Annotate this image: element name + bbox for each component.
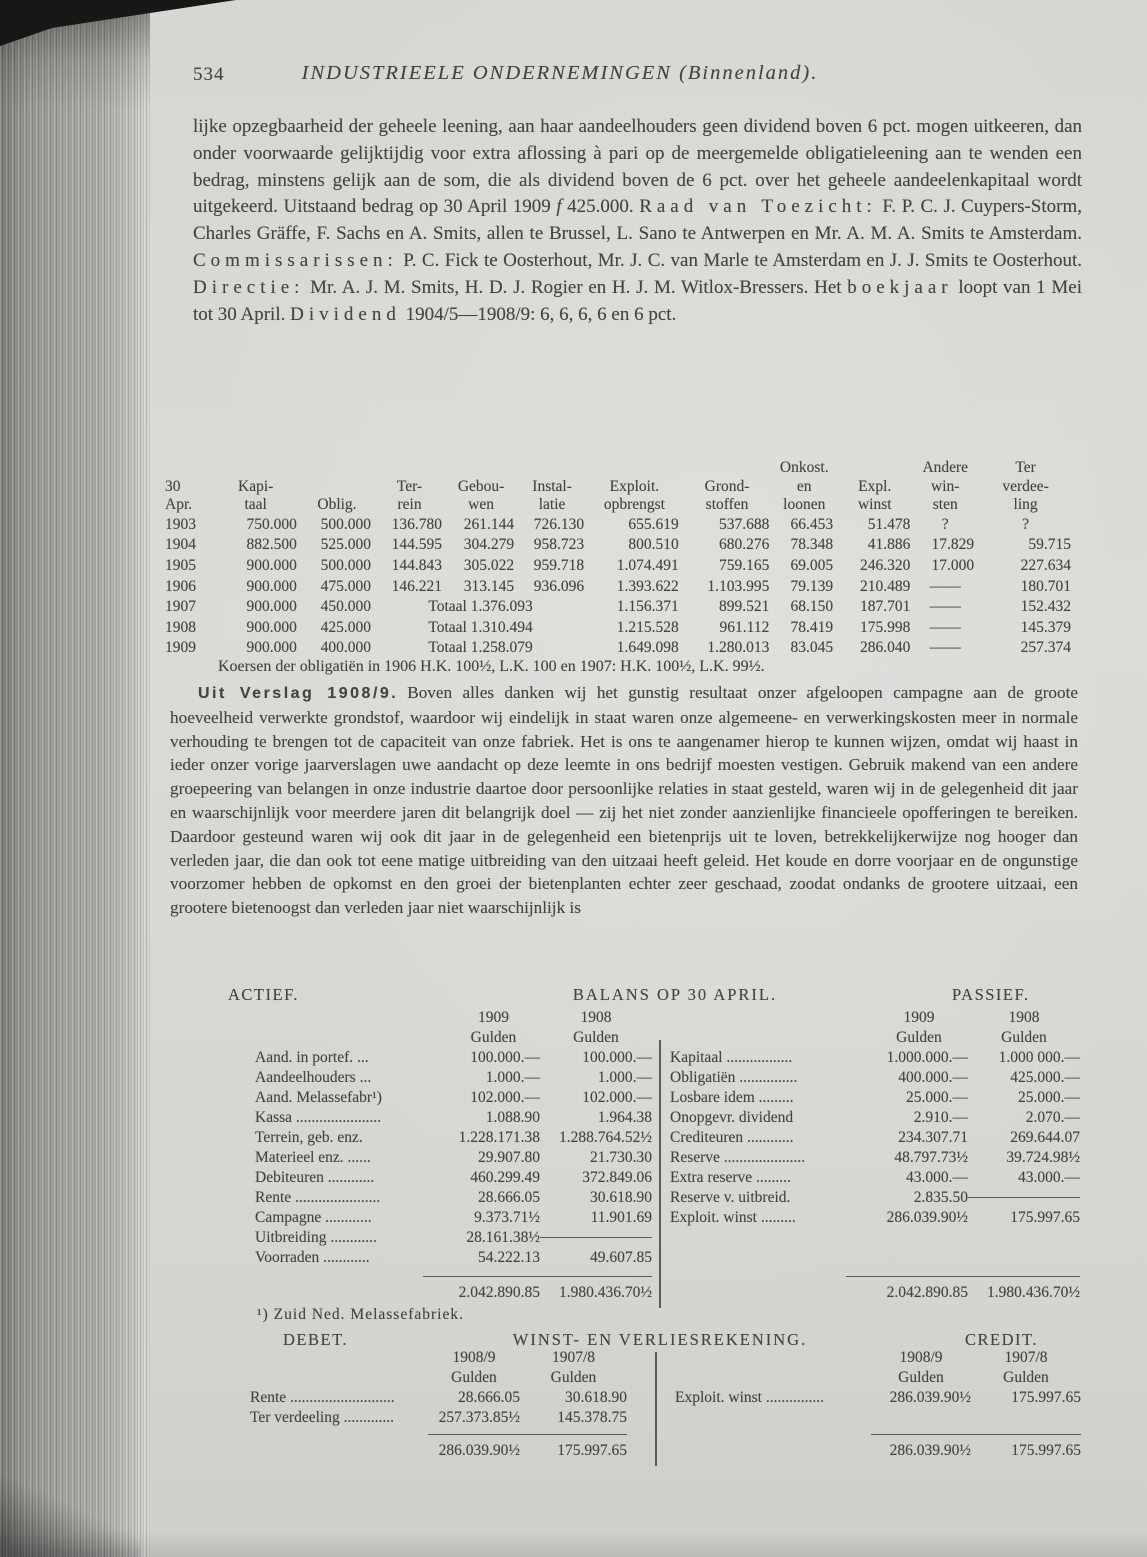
year-cell: 1907: [165, 598, 196, 616]
intro-text: Mr. A. J. M. Smits, H. D. J. Rogier en H. J. M. Witlox-Bressers. Het: [304, 276, 848, 298]
account-label: Losbare idem .........: [670, 1089, 794, 1106]
scan-shadow-bottom: [0, 1531, 1147, 1557]
account-label: Crediteuren ............: [670, 1129, 794, 1146]
year-1909-label: 1909: [478, 1009, 509, 1026]
table-cell: 79.139: [790, 577, 834, 595]
amount-1908-9: 286.039.90½: [889, 1389, 971, 1406]
total-1908: 1.980.436.70½: [987, 1284, 1080, 1301]
passief-row: [670, 1088, 1080, 1108]
passief-row: [670, 1148, 1080, 1168]
verslag-paragraph: [170, 681, 1078, 920]
table-cell: ?: [1022, 515, 1030, 533]
year-1908-label: 1908: [1008, 1009, 1040, 1026]
table-cell: 1.156.371: [616, 598, 679, 616]
amount-1908: 425.000.—: [1010, 1069, 1080, 1086]
table-cell: 175.998: [859, 618, 911, 636]
raad-van-toezicht-heading: Raad van Toezicht:: [639, 196, 877, 218]
col-head: en: [796, 477, 812, 495]
amount-1908: 49.607.85: [590, 1249, 652, 1266]
dash-cell: ——: [929, 618, 961, 636]
account-label: Aand. in portef. ...: [255, 1049, 369, 1066]
amount-1908: 11.901.69: [590, 1209, 652, 1226]
verslag-text: Boven alles danken wij het gunstig resultaat onzer afgeloopen campagne aan de groote hoeveelheid verwerkte grondstof, waardoor wij eindelijk in staat waren onze algemeene- en verwerkingskosten meer in normale verhouding te brengen tot de capaciteit van onze fabriek. Het is ons te aangenamer hierop te kunnen wijzen, omdat wij haast in ieder onzer vorige jaarverslagen uwe aandacht op deze leemte in ons bedrijf moesten vestigen. Gebruik makend van een andere groepeering van belangen in onze industrie daartoe door persoonlijke relaties in staat gesteld, waren wij in de gelegenheid dit jaar en waarschijnlijk voor meerdere jaren dit belangrijk doel — zij het niet zonder aanzienlijke financieele opofferingen te bereiken. Daardoor gesteund waren wij ook dit jaar in de gelegenheid een bietenprijs uit te loven, betrekkelijkerwijze nog hooger dan verleden jaar, die dan ook tot eene matige uitbreiding van den uitzaai heeft geleid. Het koude en dorre voorjaar en de ongunstige voorzomer hebben de opkomst en den groei der bietenplanten echter zeer geschaad, zoodat ondanks de grootere uitzaai, een grootere bietenoogst dan verleden jaar niet waarschijnlijk is: [170, 683, 1079, 918]
account-label: Voorraden ............: [255, 1249, 370, 1266]
amount-1909: 1.000.000.—: [886, 1049, 968, 1066]
table-cell: 900.000: [246, 639, 297, 657]
spacer: [675, 1368, 871, 1388]
amount-1908: 1.964.38: [597, 1109, 652, 1126]
table-cell: 152.432: [1020, 598, 1071, 616]
blank-ruled-cell: [540, 1228, 652, 1248]
amount-1909: 1.000.—: [485, 1069, 540, 1086]
table-cell: 537.688: [718, 515, 770, 533]
total-1908-9: 286.039.90½: [438, 1442, 520, 1459]
melassefabriek-footnote: ¹) Zuid Ned. Melassefabriek.: [257, 1306, 464, 1323]
table-cell: 900.000: [246, 598, 297, 616]
passief-label: PASSIEF.: [952, 985, 1030, 1004]
amount-1909: 1.228.171.38: [458, 1129, 540, 1146]
col-head: Instal-: [532, 477, 572, 495]
table-cell: 78.419: [790, 618, 834, 636]
table-cell: 750.000: [246, 515, 297, 533]
table-cell: 83.045: [790, 639, 834, 657]
total-1909: 2.042.890.85: [458, 1284, 540, 1301]
year-header-row: [255, 1008, 652, 1028]
table-cell: 959.718: [533, 556, 585, 574]
passief-row: [670, 1128, 1080, 1148]
account-label: Reserve v. uitbreid.: [670, 1189, 791, 1206]
currency-label: Gulden: [1003, 1369, 1049, 1386]
table-cell: 145.379: [1020, 618, 1071, 636]
account-label: Rente ......................: [255, 1189, 381, 1206]
actief-row: [255, 1048, 652, 1068]
year-1908-9-label: 1908/9: [899, 1349, 943, 1366]
amount-1908-9: 28.666.05: [458, 1389, 520, 1406]
table-row-1909: [162, 638, 1074, 659]
intro-text: 1904/5—1908/9: 6, 6, 6, 6 en 6 pct.: [400, 303, 677, 325]
amount-1909: 28.161.38½: [466, 1229, 540, 1246]
intro-paragraph: [193, 114, 1082, 328]
total-1907-8: 175.997.65: [1011, 1442, 1081, 1459]
col-head: wen: [468, 496, 494, 514]
spacer: [255, 1028, 447, 1048]
amount-1908: 1.288.764.52½: [559, 1129, 652, 1146]
table-cell: 257.374: [1020, 639, 1071, 657]
spacer: [250, 1368, 428, 1388]
col-group-onkost: Onkost.: [779, 459, 829, 476]
amount-1908: 43.000.—: [1018, 1169, 1080, 1186]
table-cell: 69.005: [790, 556, 834, 574]
col-head: Expl.: [858, 477, 892, 495]
passief-row: [670, 1208, 1080, 1228]
amount-1909: 43.000.—: [906, 1169, 968, 1186]
table-cell: 305.022: [463, 556, 515, 574]
table-cell: ?: [941, 515, 949, 533]
spacer: [250, 1348, 428, 1368]
commissarissen-heading: Commissarissen:: [193, 249, 398, 271]
table-cell: 78.348: [790, 536, 834, 554]
amount-1908: 21.730.30: [590, 1149, 652, 1166]
table-cell: 500.000: [320, 515, 372, 533]
actief-row: [255, 1188, 652, 1208]
table-row-1904: [162, 535, 1074, 556]
col-head: Exploit.: [609, 477, 660, 495]
col-head: sten: [932, 496, 958, 514]
empty-cell: [836, 459, 913, 478]
amount-1909: 102.000.—: [470, 1089, 540, 1106]
dash-cell: ——: [929, 639, 961, 657]
table-cell: 51.478: [867, 515, 911, 533]
amount-1908: 100.000.—: [582, 1049, 652, 1066]
currency-label: Gulden: [1001, 1029, 1047, 1046]
table-cell: 1.280.013: [707, 639, 770, 657]
currency-header-row: [675, 1368, 1081, 1388]
actief-row: [255, 1248, 652, 1268]
table-cell: 655.619: [628, 515, 679, 533]
amount-1907-8: 30.618.90: [565, 1389, 627, 1406]
account-label: Reserve .....................: [670, 1149, 806, 1166]
table-cell: 41.886: [867, 536, 911, 554]
passief-row: [670, 1048, 1080, 1068]
amount-1908: 102.000.—: [582, 1089, 652, 1106]
account-label: Debiteuren ............: [255, 1169, 375, 1186]
amount-1908: 25.000.—: [1018, 1089, 1080, 1106]
running-header-title: INDUSTRIEELE ONDERNEMINGEN (Binnenland).: [301, 62, 819, 84]
spacer: [670, 1028, 870, 1048]
table-cell: 1.393.622: [616, 577, 679, 595]
subtotal-rule: [540, 1237, 652, 1238]
account-label: Terrein, geb. enz.: [255, 1129, 363, 1146]
table-header: [162, 459, 1074, 515]
table-cell: 1.103.995: [707, 577, 770, 595]
account-label: Ter verdeeling .............: [250, 1409, 394, 1426]
col-head: opbrengst: [603, 496, 665, 514]
total-1908-9: 286.039.90½: [889, 1442, 971, 1459]
account-label: Uitbreiding ............: [255, 1229, 377, 1246]
winst-verlies-title: WINST- EN VERLIESREKENING.: [512, 1330, 808, 1349]
table-cell: 936.096: [533, 577, 585, 595]
amount-1908: 1.000 000.—: [998, 1049, 1080, 1066]
col-head: stoffen: [705, 496, 749, 514]
col-head: taal: [244, 496, 267, 514]
year-1908-label: 1908: [580, 1009, 612, 1026]
amount-1909: 29.907.80: [478, 1149, 540, 1166]
account-label: Obligatiën ...............: [670, 1069, 798, 1086]
account-label: Aandeelhouders ...: [255, 1069, 372, 1086]
currency-label: Gulden: [451, 1369, 497, 1386]
table-row-1908: [162, 618, 1074, 639]
table-cell: 187.701: [859, 598, 911, 616]
table-cell: 17.000: [931, 556, 975, 574]
table-cell: 900.000: [246, 556, 297, 574]
year-cell: 1908: [165, 618, 196, 636]
table-cell: 800.510: [628, 536, 679, 554]
col-head: Oblig.: [317, 496, 357, 514]
amount-1907-8: 145.378.75: [557, 1409, 627, 1426]
table-cell: 17.829: [931, 536, 975, 554]
amount-1908-9: 257.373.85½: [438, 1409, 520, 1426]
debet-total-row: [428, 1434, 627, 1461]
credit-row: [675, 1388, 1081, 1408]
amount-1909: 2.910.—: [913, 1109, 968, 1126]
table-body: [162, 515, 1074, 659]
table-cell: 227.634: [1020, 556, 1071, 574]
amount-1909: 48.797.73½: [894, 1149, 968, 1166]
col-head: ling: [1013, 496, 1038, 514]
year-1908-9-label: 1908/9: [452, 1349, 496, 1366]
year-header-row: [250, 1348, 627, 1368]
passief-block: [670, 1008, 1080, 1301]
amount-1909: 400.000.—: [898, 1069, 968, 1086]
directie-heading: Directie:: [193, 276, 305, 298]
account-label: Materieel enz. ......: [255, 1149, 371, 1166]
header-row-top: [162, 478, 1074, 497]
dash-cell: ——: [929, 577, 961, 595]
col-head: Gebou-: [457, 477, 505, 495]
amount-1907-8: 175.997.65: [1011, 1389, 1081, 1406]
boekjaar-heading: boekjaar: [847, 276, 953, 298]
balans-title: BALANS OP 30 APRIL.: [572, 985, 778, 1004]
amount-1908: 175.997.65: [1010, 1209, 1080, 1226]
table-cell: 180.701: [1020, 577, 1071, 595]
year-cell: 1909: [165, 639, 196, 657]
year-1907-8-label: 1907/8: [551, 1349, 596, 1366]
koersen-line: Koersen der obligatiën in 1906 H.K. 100½, L.K. 100 en 1907: H.K. 100½, L.K. 99½.: [218, 658, 765, 675]
col-head: loonen: [783, 496, 826, 514]
col-group-andere: Andere: [922, 459, 969, 476]
credit-label: CREDIT.: [965, 1330, 1038, 1349]
account-label: Kassa ......................: [255, 1109, 382, 1126]
year-1907-8-label: 1907/8: [1004, 1349, 1048, 1366]
table-cell: 246.320: [859, 556, 911, 574]
passief-row: [670, 1188, 1080, 1208]
intro-text: F. P. C. J. Cuypers-Storm, Charles Gräffe, F. Sachs en A. Smits, allen te Brussel, L. Sano te Antwerpen en Mr. A. M. A. Smits te Amsterdam.: [193, 196, 1082, 245]
totaal-cell: Totaal 1.376.093: [428, 598, 533, 616]
table-cell: 1.074.491: [616, 556, 679, 574]
amount-1908: 39.724.98½: [1006, 1149, 1080, 1166]
table-cell: 286.040: [859, 639, 911, 657]
table-row-1906: [162, 577, 1074, 598]
debet-label: DEBET.: [283, 1330, 349, 1349]
subtotal-rule: [968, 1197, 1080, 1198]
actief-label: ACTIEF.: [228, 985, 300, 1004]
col-head: latie: [538, 496, 566, 514]
table-cell: 1.215.528: [616, 618, 679, 636]
year-cell: 1903: [165, 515, 196, 533]
table-cell: 210.489: [859, 577, 911, 595]
actief-row: [255, 1088, 652, 1108]
col-group-ter: Ter: [1015, 459, 1036, 476]
table-cell: 400.000: [320, 639, 372, 657]
table-cell: 900.000: [246, 618, 297, 636]
table-cell: 882.500: [246, 536, 297, 554]
actief-row: [255, 1068, 652, 1088]
totaal-cell: Totaal 1.310.494: [428, 618, 533, 636]
account-label: Campagne ............: [255, 1209, 372, 1226]
guilder-sign: f: [556, 196, 562, 218]
amount-1908: 1.000.—: [597, 1069, 652, 1086]
col-head: Grond-: [704, 477, 750, 495]
spacer: [255, 1008, 447, 1028]
currency-label: Gulden: [550, 1369, 597, 1386]
page-number: 534: [193, 64, 225, 85]
total-1908: 1.980.436.70½: [559, 1284, 652, 1301]
table-cell: 450.000: [320, 598, 372, 616]
table-cell: 313.145: [463, 577, 515, 595]
table-cell: 304.279: [463, 536, 515, 554]
table-cell: 146.221: [391, 577, 443, 595]
currency-label: Gulden: [896, 1029, 942, 1046]
table-cell: 680.276: [718, 536, 770, 554]
table-cell: 961.112: [719, 618, 770, 636]
debet-row: [250, 1408, 627, 1428]
col-head: Ter-: [396, 477, 423, 495]
amount-1909: 9.373.71½: [474, 1209, 540, 1226]
winst-verlies-divider-rule: [655, 1352, 657, 1466]
year-header-row: [675, 1348, 1081, 1368]
debet-row: [250, 1388, 627, 1408]
table-cell: 144.595: [391, 536, 443, 554]
table-row-1903: [162, 515, 1074, 536]
account-label: Aand. Melassefabr¹): [255, 1089, 382, 1106]
table-row-1905: [162, 556, 1074, 577]
table-cell: 261.144: [463, 515, 515, 533]
table-cell: 958.723: [533, 536, 585, 554]
col-head: Apr.: [165, 496, 193, 514]
dividend-heading: Dividend: [290, 303, 401, 325]
table-cell: 726.130: [533, 515, 585, 533]
empty-cell: [162, 459, 772, 478]
intro-text: 425.000.: [561, 196, 640, 218]
year-cell: 1904: [165, 536, 196, 554]
actief-row: [255, 1108, 652, 1128]
table-cell: 136.780: [391, 515, 443, 533]
col-head: [300, 478, 374, 497]
passief-total-row: [846, 1276, 1080, 1303]
table-cell: 59.715: [1028, 536, 1071, 554]
amount-1908: 2.070.—: [1025, 1109, 1080, 1126]
currency-label: Gulden: [898, 1369, 944, 1386]
blank-ruled-cell: [968, 1188, 1080, 1208]
annual-financials-table: [162, 459, 1074, 659]
table-cell: 900.000: [246, 577, 297, 595]
amount-1909: 54.222.13: [478, 1249, 540, 1266]
total-1909: 2.042.890.85: [886, 1284, 968, 1301]
actief-total-row: [423, 1276, 652, 1303]
table-cell: 425.000: [320, 618, 372, 636]
intro-text: P. C. Fick te Oosterhout, Mr. J. C. van Marle te Amsterdam en J. J. Smits te Oosterhout.: [397, 249, 1082, 271]
amount-1908: 269.644.07: [1010, 1129, 1080, 1146]
year-cell: 1905: [165, 556, 196, 574]
credit-total-row: [871, 1434, 1081, 1461]
currency-header-row: [250, 1368, 627, 1388]
debet-block: [250, 1348, 627, 1459]
actief-block: [255, 1008, 652, 1323]
actief-row: [255, 1168, 652, 1188]
credit-block: [675, 1348, 1081, 1459]
spacer: [670, 1008, 870, 1028]
header-row-bottom: [162, 496, 1074, 515]
year-header-row: [670, 1008, 1080, 1028]
totaal-cell: Totaal 1.258.079: [428, 639, 533, 657]
amount-1908: 30.618.90: [590, 1189, 652, 1206]
col-head: rein: [397, 496, 422, 514]
col-head: win-: [931, 477, 960, 495]
intro-text: lijke opzegbaarheid der geheele leening, aan haar aandeelhouders geen dividend boven 6 pct. mogen uitkeeren, dan onder voorwaarde gelijktijdig voor extra aflossing à pari op de meergemelde obligatieleening aan te wenden een bedrag, minstens gelijk aan de som, die als dividend boven de 6 pct. over het geheele aandeelenkapitaal wordt uitgekeerd. Uitstaand bedrag op 30 April 1909: [193, 116, 1082, 218]
col-head: verdee-: [1002, 477, 1049, 495]
actief-row: [255, 1228, 652, 1248]
col-head: winst: [857, 496, 892, 514]
passief-row: [670, 1068, 1080, 1088]
amount-1909: 1.088.90: [485, 1109, 540, 1126]
year-1909-label: 1909: [903, 1009, 935, 1026]
table-cell: 500.000: [320, 556, 372, 574]
amount-1909: 100.000.—: [470, 1049, 540, 1066]
currency-label: Gulden: [573, 1029, 619, 1046]
header-row-group: [162, 459, 1074, 478]
actief-row: [255, 1148, 652, 1168]
passief-row: [670, 1108, 1080, 1128]
year-cell: 1906: [165, 577, 196, 595]
currency-header-row: [670, 1028, 1080, 1048]
passief-row: [670, 1168, 1080, 1188]
amount-1909: 234.307.71: [898, 1129, 968, 1146]
table-cell: 66.453: [790, 515, 834, 533]
table-cell: 68.150: [790, 598, 834, 616]
intro-text: loopt van 1 Mei tot 30 April.: [193, 276, 1082, 325]
account-label: Kapitaal .................: [670, 1049, 793, 1066]
account-label: Onopgevr. dividend: [670, 1109, 794, 1126]
verslag-heading: Uit Verslag 1908/9.: [198, 685, 399, 702]
total-1907-8: 175.997.65: [557, 1442, 627, 1459]
table-cell: 899.521: [718, 598, 770, 616]
actief-row: [255, 1128, 652, 1148]
amount-1908: 372.849.06: [582, 1169, 652, 1186]
currency-label: Gulden: [470, 1029, 517, 1046]
amount-1909: 28.666.05: [478, 1189, 540, 1206]
col-head: 30: [165, 477, 181, 495]
amount-1909: 460.299.49: [470, 1169, 540, 1186]
dash-cell: ——: [929, 598, 961, 616]
account-label: Exploit. winst ...............: [675, 1389, 824, 1406]
table-row-1907: [162, 597, 1074, 618]
table-cell: 144.843: [391, 556, 443, 574]
balans-divider-rule: [659, 1040, 661, 1308]
account-label: Extra reserve .........: [670, 1169, 791, 1186]
actief-row: [255, 1208, 652, 1228]
account-label: Exploit. winst .........: [670, 1209, 796, 1226]
amount-1909: 2.835.50: [913, 1189, 968, 1206]
table-cell: 525.000: [320, 536, 372, 554]
currency-header-row: [255, 1028, 652, 1048]
book-page-edges-texture: [0, 0, 150, 1557]
col-head: Kapi-: [238, 477, 274, 495]
account-label: Rente ...........................: [250, 1389, 395, 1406]
amount-1909: 25.000.—: [906, 1089, 968, 1106]
spacer: [675, 1348, 871, 1368]
amount-1909: 286.039.90½: [886, 1209, 968, 1226]
table-cell: 475.000: [320, 577, 372, 595]
table-cell: 1.649.098: [616, 639, 679, 657]
table-cell: 759.165: [718, 556, 770, 574]
